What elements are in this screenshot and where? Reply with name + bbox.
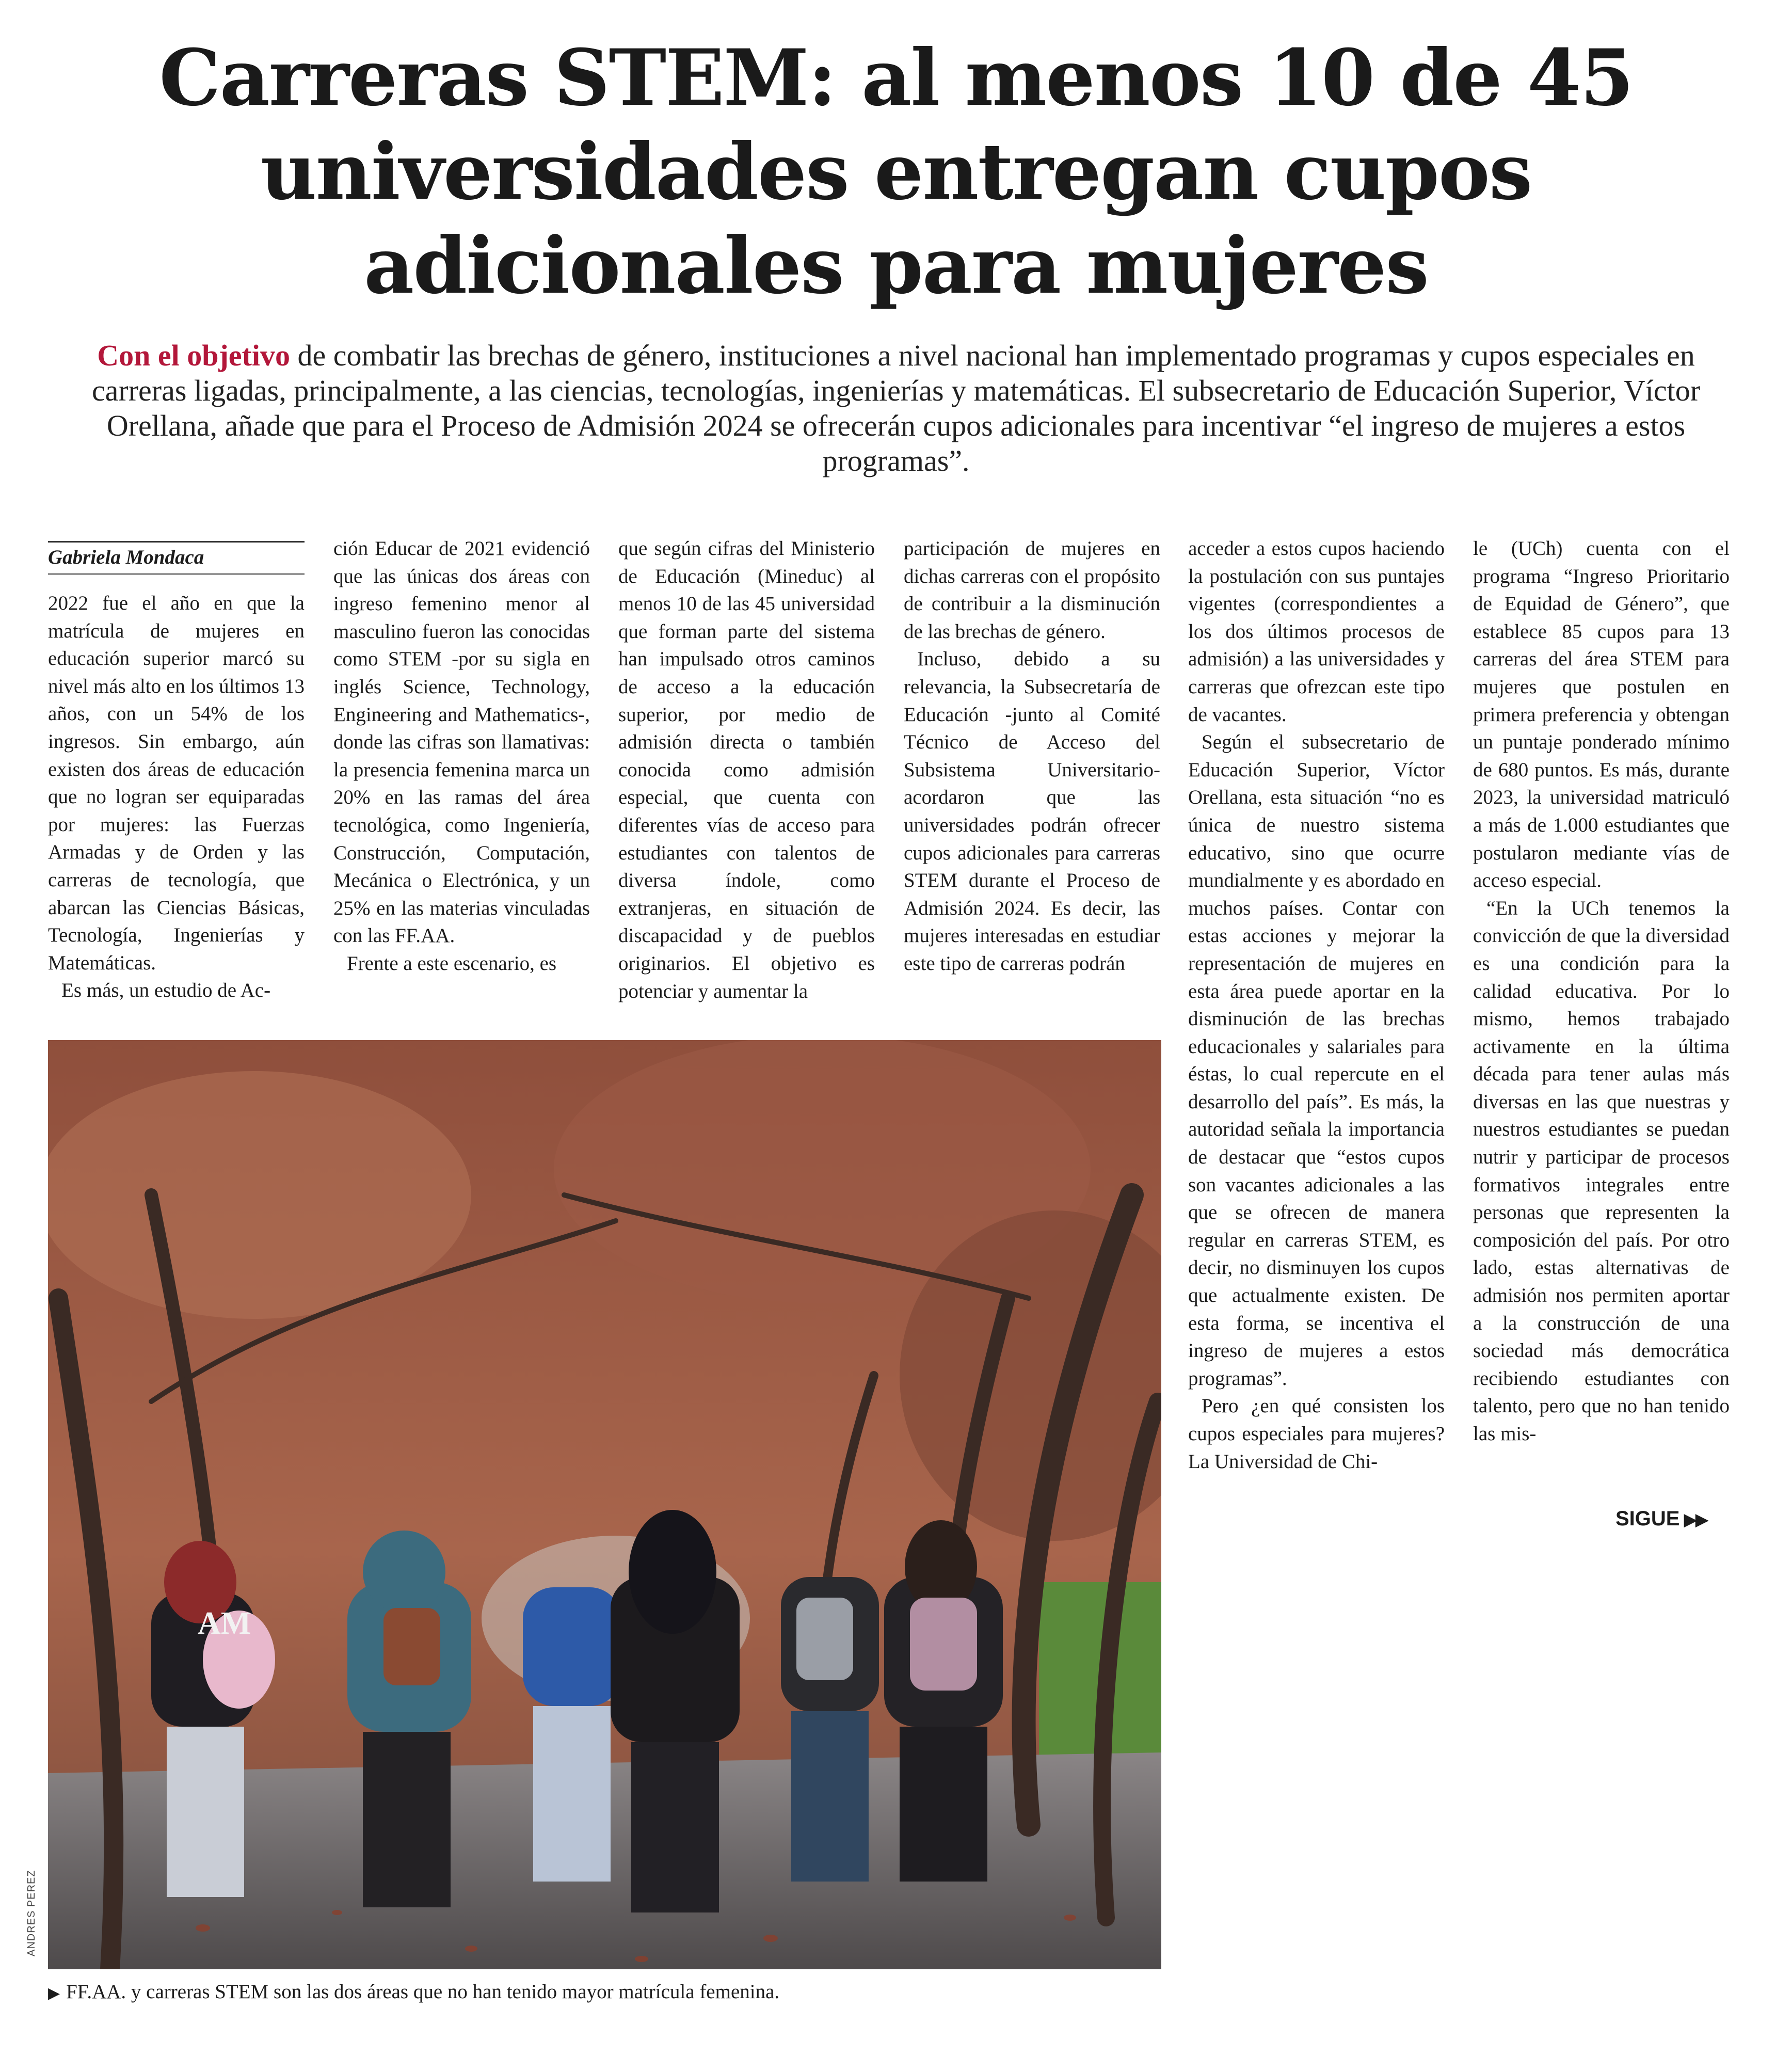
student-legs — [900, 1727, 987, 1882]
paragraph: 2022 fue el año en que la matrícula de mujeres en educación superior marcó su nivel más alto en los últimos 13 años, con un 54% de los ingresos. Sin embargo, aún existen dos áreas de educación que no logran ser equiparadas por mujeres: las Fuerzas Armadas y de Orden y las carreras de tecnología, que abarcan las Ciencias Básicas, Tecnología, Ingenierías y Matemáticas. — [48, 592, 305, 974]
article-column-4 — [904, 535, 1160, 978]
paragraph: Según el subsecretario de Educación Superior, Víctor Orellana, esta situación “no es única de nuestro sistema educativo, sino que ocurre mundialmente y es abordado en muchos países. Contar con estas acciones y mejorar la representación de mujeres en esta área puede aportar en la disminución de las brechas educacionales y salariales para éstas, lo cual repercute en el desarrollo del país”. Es más, la autoridad señala la importancia de destacar que “estos cupos son vacantes adicionales a las que se ofrecen de manera regular en carreras STEM, es decir, no disminuyen los cupos que actualmente existen. De esta forma, se incentiva el ingreso de mujeres a estos programas”. — [1188, 731, 1445, 1390]
double-play-arrow-icon: ▶▶ — [1684, 1509, 1707, 1530]
paragraph: que según cifras del Ministerio de Educación (Mineduc) al menos 10 de las 45 universidad que forman parte del sistema han impulsado otros caminos de acceso a la educación superior, por medio de admisión directa o también conocida como admisión especial, que cuenta con diferentes vías de acceso para estudiantes con talentos de diversa índole, como extranjeras, en situación de discapacidad y de pueblos originarios. El objetivo es potenciar y aumentar la — [618, 537, 875, 1002]
backpack-text: AM — [198, 1606, 251, 1641]
student-legs — [167, 1727, 244, 1897]
student-legs — [791, 1711, 869, 1882]
student-legs — [631, 1742, 719, 1912]
article-column-2 — [333, 535, 590, 978]
article-column-5 — [1188, 535, 1445, 1475]
backpack — [383, 1608, 440, 1685]
lead-paragraph — [88, 338, 1704, 479]
backpack — [910, 1598, 977, 1691]
student-legs — [533, 1706, 611, 1882]
paragraph: acceder a estos cupos haciendo la postulación con sus puntajes vigentes (correspondientes a los dos últimos procesos de admisión) a las universidades y carreras que ofrezcan este tipo de vacantes. — [1188, 537, 1445, 726]
caption-text: FF.AA. y carreras STEM son las dos áreas que no han tenido mayor matrícula femenina. — [66, 1981, 780, 2003]
student-figure — [523, 1587, 621, 1706]
paragraph: Incluso, debido a su relevancia, la Subsecretaría de Educación -junto al Comité Técnico de Acceso del Subsistema Universitario- acordaron que las universidades podrán ofrecer cupos adicionales para carreras STEM durante el Proceso de Admisión 2024. Es decir, las mujeres interesadas en estudiar este tipo de carreras podrán — [904, 648, 1160, 975]
student-hood — [363, 1531, 445, 1613]
lead-kicker: Con el objetivo — [97, 339, 290, 372]
paragraph: participación de mujeres en dichas carreras con el propósito de contribuir a la disminución de las brechas de género. — [904, 537, 1160, 643]
article-photo — [48, 1040, 1161, 1969]
paragraph: le (UCh) cuenta con el programa “Ingreso Prioritario de Equidad de Género”, que establece 85 cupos para 13 carreras del área STEM para mujeres que postulen en primera preferencia y obtengan un puntaje ponderado mínimo de 680 puntos. Es más, durante 2023, la universidad matriculó a más de 1.000 estudiantes que postularon mediante vías de acceso especial. — [1473, 537, 1730, 892]
paragraph: Frente a este escenario, es — [347, 952, 557, 975]
paragraph: ción Educar de 2021 evidenció que las únicas dos áreas con ingreso femenino menor al masculino fueron las conocidas como STEM -por su sigla en inglés Science, Technology, Engineering and Mathematics-, donde las cifras son llamativas: la presencia femenina marca un 20% en las ramas del área tecnológica, como Ingeniería, Construcción, Computación, Mecánica o Electrónica, y un 25% en las materias vinculadas con las FF.AA. — [333, 537, 590, 947]
continue-label — [1615, 1507, 1707, 1531]
headline: Carreras STEM: al menos 10 de 45 universidades entregan cupos adicionales para mujeres — [159, 33, 1633, 311]
continue-text: SIGUE — [1615, 1507, 1680, 1530]
lead-text: de combatir las brechas de género, instituciones a nivel nacional han implementado programas y cupos especiales en carreras ligadas, principalmente, a las ciencias, tecnologías, ingenierías y matemáticas. El subsecretario de Educación Superior, Víctor Orellana, añade que para el Proceso de Admisión 2024 se ofrecerán cupos adicionales para incentivar “el ingreso de mujeres a estos programas”. — [91, 339, 1701, 477]
paragraph: Pero ¿en qué consisten los cupos especiales para mujeres? La Universidad de Chi- — [1188, 1395, 1445, 1473]
student-hair — [629, 1510, 716, 1634]
byline: Gabriela Mondaca — [48, 541, 305, 575]
article-column-6 — [1473, 535, 1730, 1448]
photo-credit: ANDRES PEREZ — [26, 1870, 37, 1956]
article-column-3 — [618, 535, 875, 1005]
student-legs — [363, 1732, 451, 1907]
photo-caption — [48, 1980, 1183, 2006]
photo-illustration — [48, 1040, 1161, 1969]
article-column-1 — [48, 589, 305, 1005]
paragraph: “En la UCh tenemos la convicción de que la diversidad es una condición para la calidad educativa. Por lo mismo, hemos trabajado activamente en la última década para tener aulas más diversas en las que nuestras y nuestros estudiantes se puedan nutrir y participar de procesos formativos integrales entre personas que representen la composición del país. Por otro lado, estas alternativas de admisión nos permiten aportar a la construcción de una sociedad más democrática recibiendo estudiantes con talento, pero que no han tenido las mis- — [1473, 897, 1730, 1445]
paragraph: Es más, un estudio de Ac- — [61, 979, 271, 1002]
backpack — [796, 1598, 853, 1680]
play-arrow-icon: ▶ — [48, 1984, 60, 2002]
